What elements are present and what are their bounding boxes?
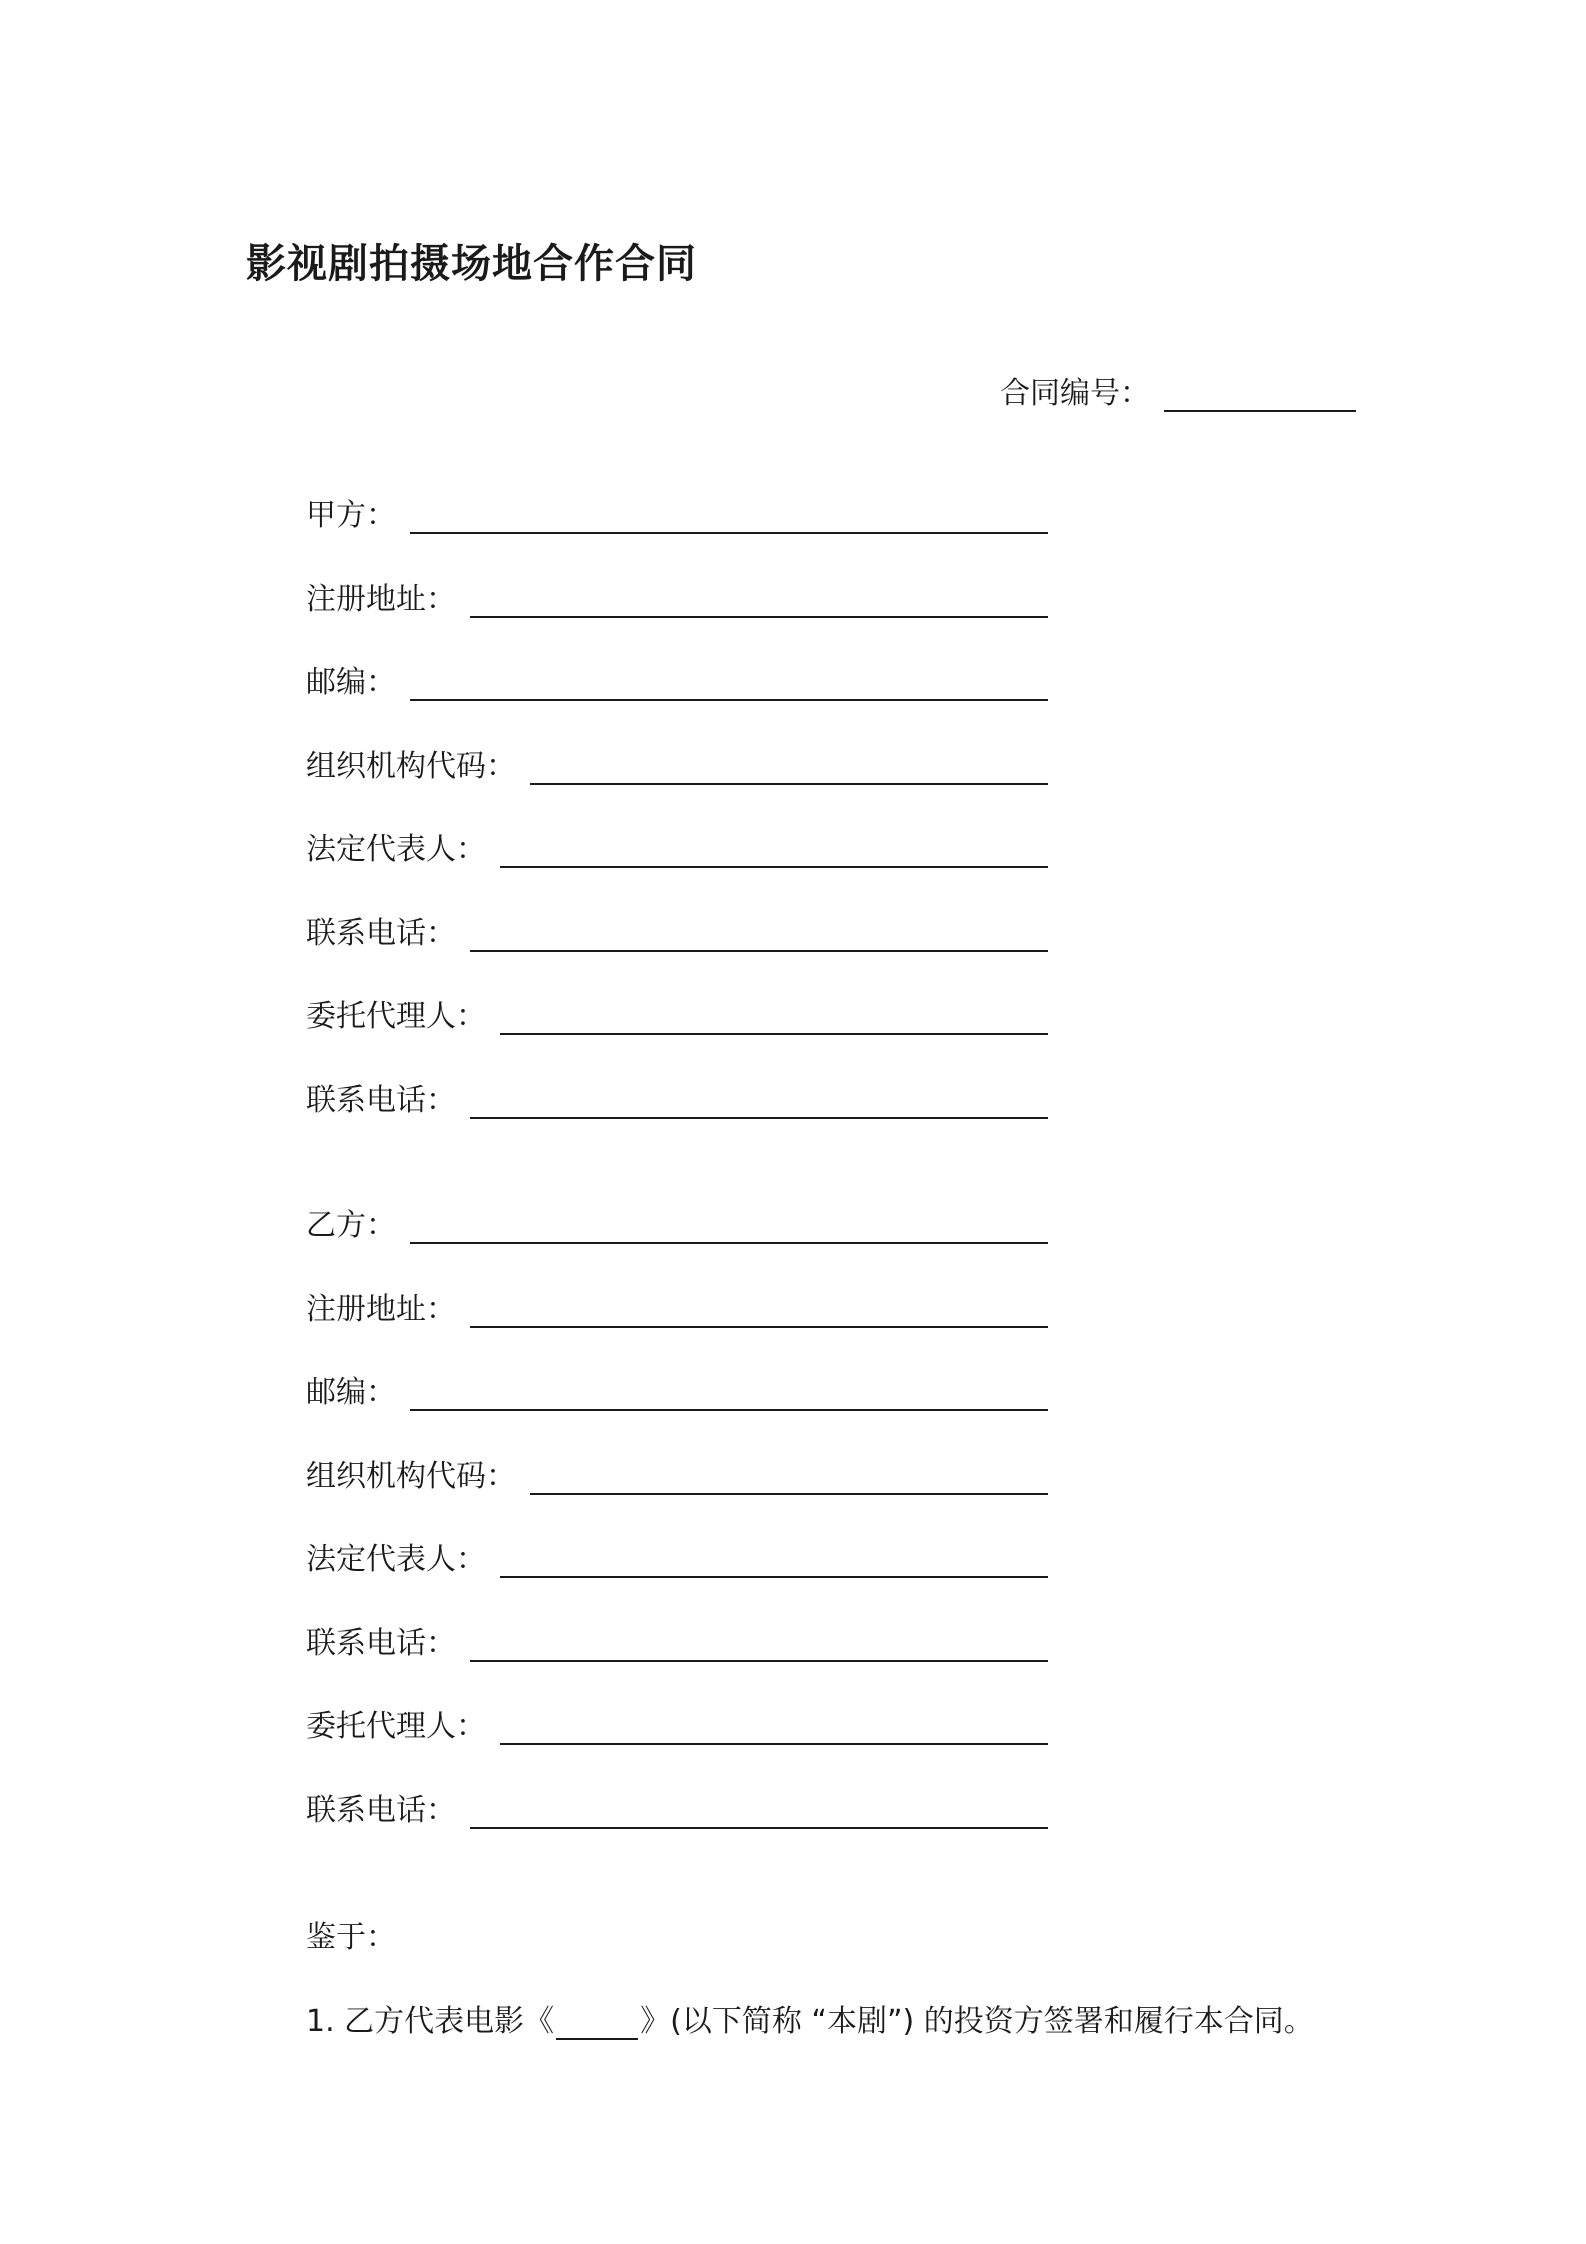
party-a-legal-rep-row (306, 824, 1048, 868)
blank-line (530, 1449, 1048, 1495)
field-label: 组织机构代码： (306, 1458, 516, 1494)
contract-number-label: 合同编号： (1000, 376, 1150, 411)
document-title: 影视剧拍摄场地合作合同 (246, 241, 697, 287)
party-b-org-code-row (306, 1451, 1048, 1495)
party-a-phone-row (306, 908, 1048, 952)
party-b-name-row (306, 1200, 1048, 1244)
whereas-heading: 鉴于： (306, 1920, 396, 1955)
blank-line (470, 1783, 1048, 1829)
blank-line (470, 1073, 1048, 1119)
field-label: 甲方： (306, 498, 396, 533)
blank-line (470, 1616, 1048, 1662)
field-label: 委托代理人： (306, 999, 486, 1034)
party-b-legal-rep-row (306, 1534, 1048, 1578)
party-a-name-row (306, 490, 1048, 534)
blank-line (500, 1532, 1048, 1578)
blank-line (410, 488, 1048, 534)
field-label: 联系电话： (306, 1082, 456, 1118)
blank-line (410, 1198, 1048, 1244)
blank-line (410, 1365, 1048, 1411)
party-b-agent-phone-row (306, 1785, 1048, 1829)
blank-line (410, 655, 1048, 701)
blank-line (470, 906, 1048, 952)
film-title-blank-line (556, 1998, 638, 2040)
blank-line (470, 572, 1048, 618)
field-label: 联系电话： (306, 915, 456, 951)
field-label: 邮编： (306, 1375, 396, 1410)
party-a-agent-phone-row (306, 1075, 1048, 1119)
clause-1 (306, 1996, 1314, 2040)
blank-line (500, 822, 1048, 868)
blank-line (530, 739, 1048, 785)
field-label: 注册地址： (306, 1291, 456, 1327)
party-a-org-code-row (306, 741, 1048, 785)
party-b-agent-row (306, 1701, 1048, 1745)
party-a-address-row (306, 574, 1048, 618)
contract-number-blank-line (1164, 366, 1356, 412)
field-label: 注册地址： (306, 581, 456, 617)
party-a-section (306, 490, 1048, 1158)
party-b-section (306, 1200, 1048, 1868)
clause-1-text-before: 1. 乙方代表电影《 (306, 2004, 555, 2039)
field-label: 组织机构代码： (306, 748, 516, 784)
party-b-phone-row (306, 1618, 1048, 1662)
field-label: 法定代表人： (306, 832, 486, 867)
field-label: 邮编： (306, 665, 396, 700)
blank-line (500, 989, 1048, 1035)
field-label: 乙方： (306, 1208, 396, 1243)
party-b-address-row (306, 1284, 1048, 1328)
contract-number-field (1000, 368, 1360, 412)
blank-line (470, 1282, 1048, 1328)
field-label: 联系电话： (306, 1792, 456, 1828)
field-label: 法定代表人： (306, 1542, 486, 1577)
field-label: 联系电话： (306, 1625, 456, 1661)
party-a-agent-row (306, 991, 1048, 1035)
party-a-postcode-row (306, 657, 1048, 701)
blank-line (500, 1699, 1048, 1745)
field-label: 委托代理人： (306, 1709, 486, 1744)
party-b-postcode-row (306, 1367, 1048, 1411)
clause-1-text-after: 》(以下简称 “本剧”) 的投资方签署和履行本合同。 (640, 2004, 1314, 2039)
